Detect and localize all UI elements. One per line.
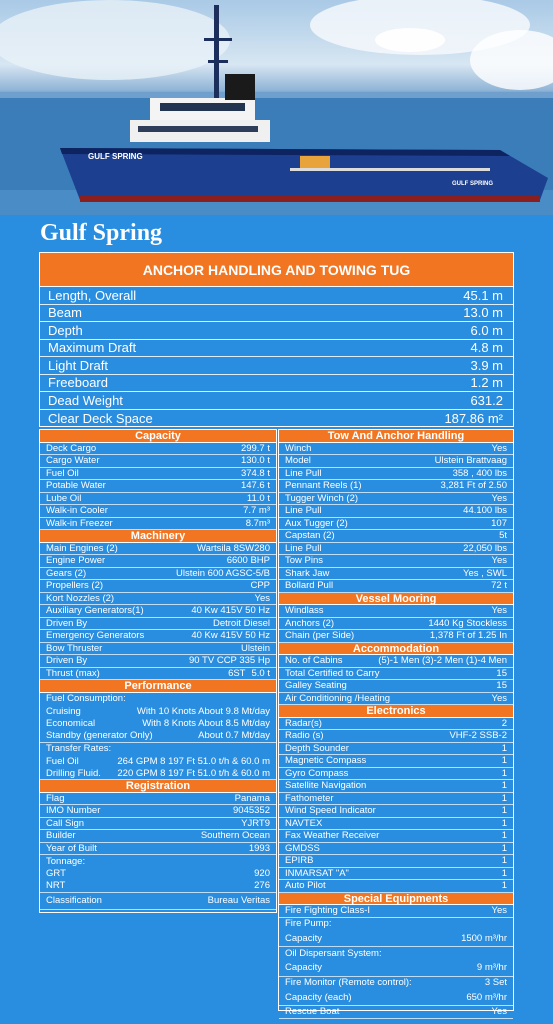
row-label: Builder bbox=[46, 830, 76, 842]
row-label: Fire Fighting Class-I bbox=[285, 905, 370, 917]
table-row bbox=[40, 705, 276, 718]
hull-name-bow: GULF SPRING bbox=[452, 181, 494, 187]
row-label: Bow Thruster bbox=[46, 642, 103, 654]
table-row bbox=[40, 893, 276, 910]
row-label: Aux Tugger (2) bbox=[285, 517, 348, 529]
row-value: 1 bbox=[501, 805, 507, 817]
row-value: (5)-1 Men (3)-2 Men (1)-4 Men bbox=[378, 655, 507, 667]
section-header-registration: Registration bbox=[40, 780, 276, 793]
table-row bbox=[40, 655, 276, 668]
table-row bbox=[279, 918, 513, 931]
row-value: 3,281 Ft of 2.50 bbox=[440, 480, 507, 492]
table-row bbox=[279, 818, 513, 831]
table-row bbox=[279, 755, 513, 768]
row-label: Drilling Fluid. bbox=[46, 767, 101, 779]
row-value: Ulstein 600 AGSC-5/B bbox=[176, 567, 270, 579]
row-label: GRT bbox=[46, 868, 66, 880]
spec-value: 1.2 m bbox=[470, 375, 503, 391]
row-value: With 10 Knots About 9.8 Mt/day bbox=[136, 705, 270, 717]
table-row bbox=[279, 930, 513, 947]
row-value: Southern Ocean bbox=[200, 830, 270, 842]
row-value: 44.100 lbs bbox=[463, 505, 507, 517]
vessel-photo bbox=[0, 0, 553, 215]
row-label: Gyro Compass bbox=[285, 767, 349, 779]
row-label: Engine Power bbox=[46, 555, 106, 567]
section-header-performance: Performance bbox=[40, 680, 276, 693]
main-spec-box bbox=[39, 252, 514, 427]
table-row bbox=[279, 455, 513, 468]
row-label: Year of Built bbox=[46, 842, 97, 854]
row-value: Yes bbox=[491, 692, 507, 704]
table-row bbox=[40, 855, 276, 868]
spec-value: 631.2 bbox=[470, 392, 503, 408]
row-label: Potable Water bbox=[46, 480, 106, 492]
row-value: 6600 BHP bbox=[226, 555, 270, 567]
row-value: 5t bbox=[499, 530, 507, 542]
row-value: 3 Set bbox=[484, 977, 507, 989]
table-row bbox=[279, 580, 513, 593]
table-row bbox=[279, 855, 513, 868]
row-label: Chain (per Side) bbox=[285, 630, 355, 642]
table-row bbox=[40, 493, 276, 506]
row-label: No. of Cabins bbox=[285, 655, 343, 667]
table-row bbox=[279, 618, 513, 631]
vessel-title: Gulf Spring bbox=[40, 220, 163, 246]
spec-row-dead-weight bbox=[40, 392, 513, 410]
row-value: 1 bbox=[501, 880, 507, 892]
row-label: INMARSAT "A" bbox=[285, 867, 349, 879]
table-row bbox=[279, 989, 513, 1006]
row-label: Oil Dispersant System: bbox=[285, 947, 382, 959]
row-label: Gears (2) bbox=[46, 567, 87, 579]
row-value: 9045352 bbox=[233, 805, 270, 817]
row-value: 1 bbox=[501, 780, 507, 792]
row-label: Tugger Winch (2) bbox=[285, 492, 359, 504]
row-label: Cruising bbox=[46, 705, 81, 717]
spec-value: 187.86 m² bbox=[444, 410, 503, 426]
table-row bbox=[279, 743, 513, 756]
row-value: 9 m³/hr bbox=[476, 962, 507, 973]
row-value: 40 Kw 415V 50 Hz bbox=[191, 630, 270, 642]
spec-label: Maximum Draft bbox=[48, 340, 137, 356]
row-value: Yes bbox=[491, 905, 507, 917]
row-value: Yes , SWL bbox=[462, 567, 507, 579]
row-label: Capstan (2) bbox=[285, 530, 335, 542]
row-value: 1 bbox=[501, 755, 507, 767]
row-value: 11.0 t bbox=[246, 492, 270, 504]
row-label: Transfer Rates: bbox=[46, 743, 112, 755]
table-row bbox=[40, 718, 276, 731]
row-value: 15 bbox=[496, 667, 507, 679]
spec-row-depth bbox=[40, 322, 513, 340]
row-value: 1 bbox=[501, 867, 507, 879]
row-value: Yes bbox=[491, 492, 507, 504]
row-label: Line Pull bbox=[285, 542, 322, 554]
section-header-tow-and-anchor-handling: Tow And Anchor Handling bbox=[279, 430, 513, 443]
spec-label: Freeboard bbox=[48, 375, 108, 391]
table-row bbox=[40, 480, 276, 493]
table-row bbox=[40, 468, 276, 481]
spec-value: 45.1 m bbox=[463, 287, 503, 303]
row-label: Classification bbox=[46, 895, 102, 906]
row-label: Line Pull bbox=[285, 467, 322, 479]
table-row bbox=[40, 630, 276, 643]
left-column bbox=[39, 429, 277, 913]
table-row bbox=[279, 905, 513, 918]
section-header-vessel-mooring: Vessel Mooring bbox=[279, 593, 513, 606]
spec-label: Dead Weight bbox=[48, 392, 123, 408]
row-value: Yes bbox=[491, 555, 507, 567]
table-row bbox=[279, 880, 513, 893]
row-value: 1 bbox=[501, 855, 507, 867]
table-row bbox=[279, 505, 513, 518]
table-row bbox=[279, 680, 513, 693]
row-label: Line Pull bbox=[285, 505, 322, 517]
row-label: IMO Number bbox=[46, 805, 101, 817]
spec-row-clear-deck-space bbox=[40, 410, 513, 428]
spec-label: Depth bbox=[48, 322, 83, 338]
table-row bbox=[40, 818, 276, 831]
row-label: Deck Cargo bbox=[46, 442, 97, 454]
spec-label: Length, Overall bbox=[48, 287, 137, 303]
row-label: Economical bbox=[46, 718, 96, 730]
row-value: About 0.7 Mt/day bbox=[198, 730, 270, 742]
row-label: NAVTEX bbox=[285, 817, 323, 829]
row-value: 7.7 m³ bbox=[243, 505, 270, 517]
spec-value: 4.8 m bbox=[470, 340, 503, 356]
row-value: 1 bbox=[501, 830, 507, 842]
table-row bbox=[279, 830, 513, 843]
row-value: 920 bbox=[254, 868, 270, 880]
row-value: 15 bbox=[496, 680, 507, 692]
row-label: Cargo Water bbox=[46, 455, 100, 467]
row-label: Radio (s) bbox=[285, 730, 324, 742]
table-row bbox=[279, 718, 513, 731]
right-column bbox=[278, 429, 514, 1018]
table-row bbox=[40, 543, 276, 556]
row-label: Total Certified to Carry bbox=[285, 667, 380, 679]
row-label: Driven By bbox=[46, 655, 88, 667]
row-label: Fire Monitor (Remote control): bbox=[285, 977, 412, 989]
row-value: 2 bbox=[501, 717, 507, 729]
table-row bbox=[40, 843, 276, 856]
row-value: Yes bbox=[254, 592, 270, 604]
table-row bbox=[40, 443, 276, 456]
table-row bbox=[279, 730, 513, 743]
row-value: 374.8 t bbox=[240, 467, 270, 479]
table-row bbox=[40, 768, 276, 781]
row-label: Fax Weather Receiver bbox=[285, 830, 380, 842]
spec-label: Clear Deck Space bbox=[48, 410, 153, 426]
table-row bbox=[40, 455, 276, 468]
row-label: Rescue Boat bbox=[285, 1006, 340, 1018]
row-value: 8.7m³ bbox=[245, 517, 270, 529]
row-value: 264 GPM 8 197 Ft 51.0 t/h & 60.0 m bbox=[117, 755, 270, 767]
table-row bbox=[279, 480, 513, 493]
row-label: Auto Pilot bbox=[285, 880, 326, 892]
row-value: 90 TV CCP 335 Hp bbox=[189, 655, 270, 667]
row-value: 1 bbox=[501, 742, 507, 754]
row-value: 1,378 Ft of 1.25 In bbox=[429, 630, 507, 642]
row-value: 299.7 t bbox=[240, 442, 270, 454]
table-row bbox=[279, 1006, 513, 1019]
row-label: Anchors (2) bbox=[285, 617, 335, 629]
table-row bbox=[279, 568, 513, 581]
row-label: Fuel Oil bbox=[46, 467, 79, 479]
table-row bbox=[40, 643, 276, 656]
row-label: Thrust (max) bbox=[46, 667, 100, 679]
row-label: Radar(s) bbox=[285, 717, 322, 729]
row-label: Capacity (each) bbox=[285, 991, 352, 1003]
table-row bbox=[279, 555, 513, 568]
table-row bbox=[40, 755, 276, 768]
row-label: Walk-in Cooler bbox=[46, 505, 108, 517]
row-label: Shark Jaw bbox=[285, 567, 330, 579]
hull-name-port: GULF SPRING bbox=[88, 152, 143, 161]
row-label: Standby (generator Only) bbox=[46, 730, 153, 742]
row-label: Kort Nozzles (2) bbox=[46, 592, 115, 604]
row-label: Magnetic Compass bbox=[285, 755, 367, 767]
row-label: Lube Oil bbox=[46, 492, 82, 504]
section-header-special-equipments: Special Equipments bbox=[279, 893, 513, 906]
main-spec-title: ANCHOR HANDLING AND TOWING TUG bbox=[40, 253, 513, 287]
row-value: 358 , 400 lbs bbox=[452, 467, 507, 479]
row-value: Wartsila 8SW280 bbox=[196, 542, 270, 554]
row-label: Emergency Generators bbox=[46, 630, 145, 642]
row-value: Yes bbox=[491, 1006, 507, 1018]
row-label: Walk-in Freezer bbox=[46, 517, 113, 529]
row-label: Pennant Reels (1) bbox=[285, 480, 362, 492]
row-value: 40 Kw 415V 50 Hz bbox=[191, 605, 270, 617]
row-label: Tonnage: bbox=[46, 855, 86, 867]
row-value: 5.0 t bbox=[251, 667, 270, 679]
section-header-accommodation: Accommodation bbox=[279, 643, 513, 656]
table-row bbox=[279, 793, 513, 806]
spec-row-maximum-draft bbox=[40, 340, 513, 358]
table-row bbox=[40, 793, 276, 806]
row-label: Capacity bbox=[285, 932, 322, 944]
table-row bbox=[40, 805, 276, 818]
row-value: Bureau Veritas bbox=[207, 895, 270, 906]
spec-value: 13.0 m bbox=[463, 305, 503, 321]
table-row bbox=[279, 605, 513, 618]
table-row bbox=[40, 693, 276, 706]
table-row bbox=[279, 630, 513, 643]
spec-row-beam bbox=[40, 305, 513, 323]
row-label: Capacity bbox=[285, 962, 322, 973]
table-row bbox=[40, 743, 276, 756]
row-label: NRT bbox=[46, 880, 66, 892]
row-value: 130.0 t bbox=[240, 455, 270, 467]
row-value: 1 bbox=[501, 842, 507, 854]
row-value: Yes bbox=[491, 605, 507, 617]
row-value: Panama bbox=[234, 792, 270, 804]
row-value: VHF-2 SSB-2 bbox=[449, 730, 507, 742]
table-row bbox=[40, 580, 276, 593]
row-label: Satellite Navigation bbox=[285, 780, 367, 792]
table-row bbox=[279, 868, 513, 881]
row-label: Windlass bbox=[285, 605, 324, 617]
row-value: 72 t bbox=[491, 580, 507, 592]
row-label: Winch bbox=[285, 442, 312, 454]
spec-label: Light Draft bbox=[48, 357, 108, 373]
table-row bbox=[40, 668, 276, 681]
row-label: Wind Speed Indicator bbox=[285, 805, 376, 817]
row-value: 22,050 lbs bbox=[463, 542, 507, 554]
row-label: Call Sign bbox=[46, 817, 85, 829]
section-header-machinery: Machinery bbox=[40, 530, 276, 543]
row-mid-value: 6ST bbox=[228, 667, 246, 679]
row-label: Fathometer bbox=[285, 792, 334, 804]
row-label: Fuel Consumption: bbox=[46, 693, 126, 705]
table-row bbox=[279, 693, 513, 706]
table-row bbox=[40, 830, 276, 843]
row-label: GMDSS bbox=[285, 842, 320, 854]
spec-value: 3.9 m bbox=[470, 357, 503, 373]
row-value: Ulstein Brattvaag bbox=[434, 455, 507, 467]
row-value: 1993 bbox=[248, 842, 270, 854]
table-row bbox=[40, 868, 276, 881]
table-row bbox=[279, 977, 513, 990]
table-row bbox=[40, 555, 276, 568]
section-header-capacity: Capacity bbox=[40, 430, 276, 443]
row-value: 1500 m³/hr bbox=[461, 932, 507, 944]
row-value: YJRT9 bbox=[241, 817, 270, 829]
row-value: 1 bbox=[501, 767, 507, 779]
table-row bbox=[279, 530, 513, 543]
table-row bbox=[40, 730, 276, 743]
row-value: 1 bbox=[501, 817, 507, 829]
row-value: With 8 Knots About 8.5 Mt/day bbox=[142, 718, 270, 730]
spec-value: 6.0 m bbox=[470, 322, 503, 338]
row-label: Propellers (2) bbox=[46, 580, 104, 592]
table-row bbox=[279, 780, 513, 793]
table-row bbox=[279, 805, 513, 818]
table-row bbox=[40, 518, 276, 531]
row-label: Galley Seating bbox=[285, 680, 347, 692]
row-label: Tow Pins bbox=[285, 555, 324, 567]
row-label: Model bbox=[285, 455, 311, 467]
spec-row-freeboard bbox=[40, 375, 513, 393]
row-value: Ulstein bbox=[240, 642, 270, 654]
section-header-electronics: Electronics bbox=[279, 705, 513, 718]
spec-row-length-overall bbox=[40, 287, 513, 305]
row-label: Fire Pump: bbox=[285, 918, 332, 930]
row-value: Detroit Diesel bbox=[212, 617, 270, 629]
row-label: Driven By bbox=[46, 617, 88, 629]
row-value: 220 GPM 8 197 Ft 51.0 t/h & 60.0 m bbox=[117, 767, 270, 779]
row-value: CPP bbox=[250, 580, 270, 592]
table-row bbox=[40, 505, 276, 518]
table-row bbox=[40, 593, 276, 606]
table-row bbox=[279, 443, 513, 456]
row-label: Air Conditioning /Heating bbox=[285, 692, 391, 704]
row-label: Fuel Oil bbox=[46, 755, 79, 767]
table-row bbox=[279, 668, 513, 681]
table-row bbox=[279, 655, 513, 668]
table-row bbox=[40, 605, 276, 618]
table-row bbox=[279, 768, 513, 781]
table-row bbox=[279, 468, 513, 481]
row-value: 107 bbox=[491, 517, 507, 529]
row-label: Depth Sounder bbox=[285, 742, 349, 754]
table-row bbox=[40, 618, 276, 631]
spec-label: Beam bbox=[48, 305, 82, 321]
row-label: Bollard Pull bbox=[285, 580, 334, 592]
row-label: Main Engines (2) bbox=[46, 542, 118, 554]
spec-row-light-draft bbox=[40, 357, 513, 375]
table-row bbox=[279, 493, 513, 506]
row-label: EPIRB bbox=[285, 855, 314, 867]
row-value: 1440 Kg Stockless bbox=[428, 617, 507, 629]
table-row bbox=[279, 947, 513, 960]
table-row bbox=[279, 543, 513, 556]
row-label: Flag bbox=[46, 792, 65, 804]
row-label: Auxiliary Generators(1) bbox=[46, 605, 144, 617]
row-value: 650 m³/hr bbox=[466, 991, 507, 1003]
table-row bbox=[40, 880, 276, 893]
row-value: Yes bbox=[491, 442, 507, 454]
row-value: 1 bbox=[501, 792, 507, 804]
table-row bbox=[279, 843, 513, 856]
table-row bbox=[279, 960, 513, 977]
table-row bbox=[279, 518, 513, 531]
row-value: 276 bbox=[254, 880, 270, 892]
row-value: 147.6 t bbox=[240, 480, 270, 492]
table-row bbox=[40, 568, 276, 581]
